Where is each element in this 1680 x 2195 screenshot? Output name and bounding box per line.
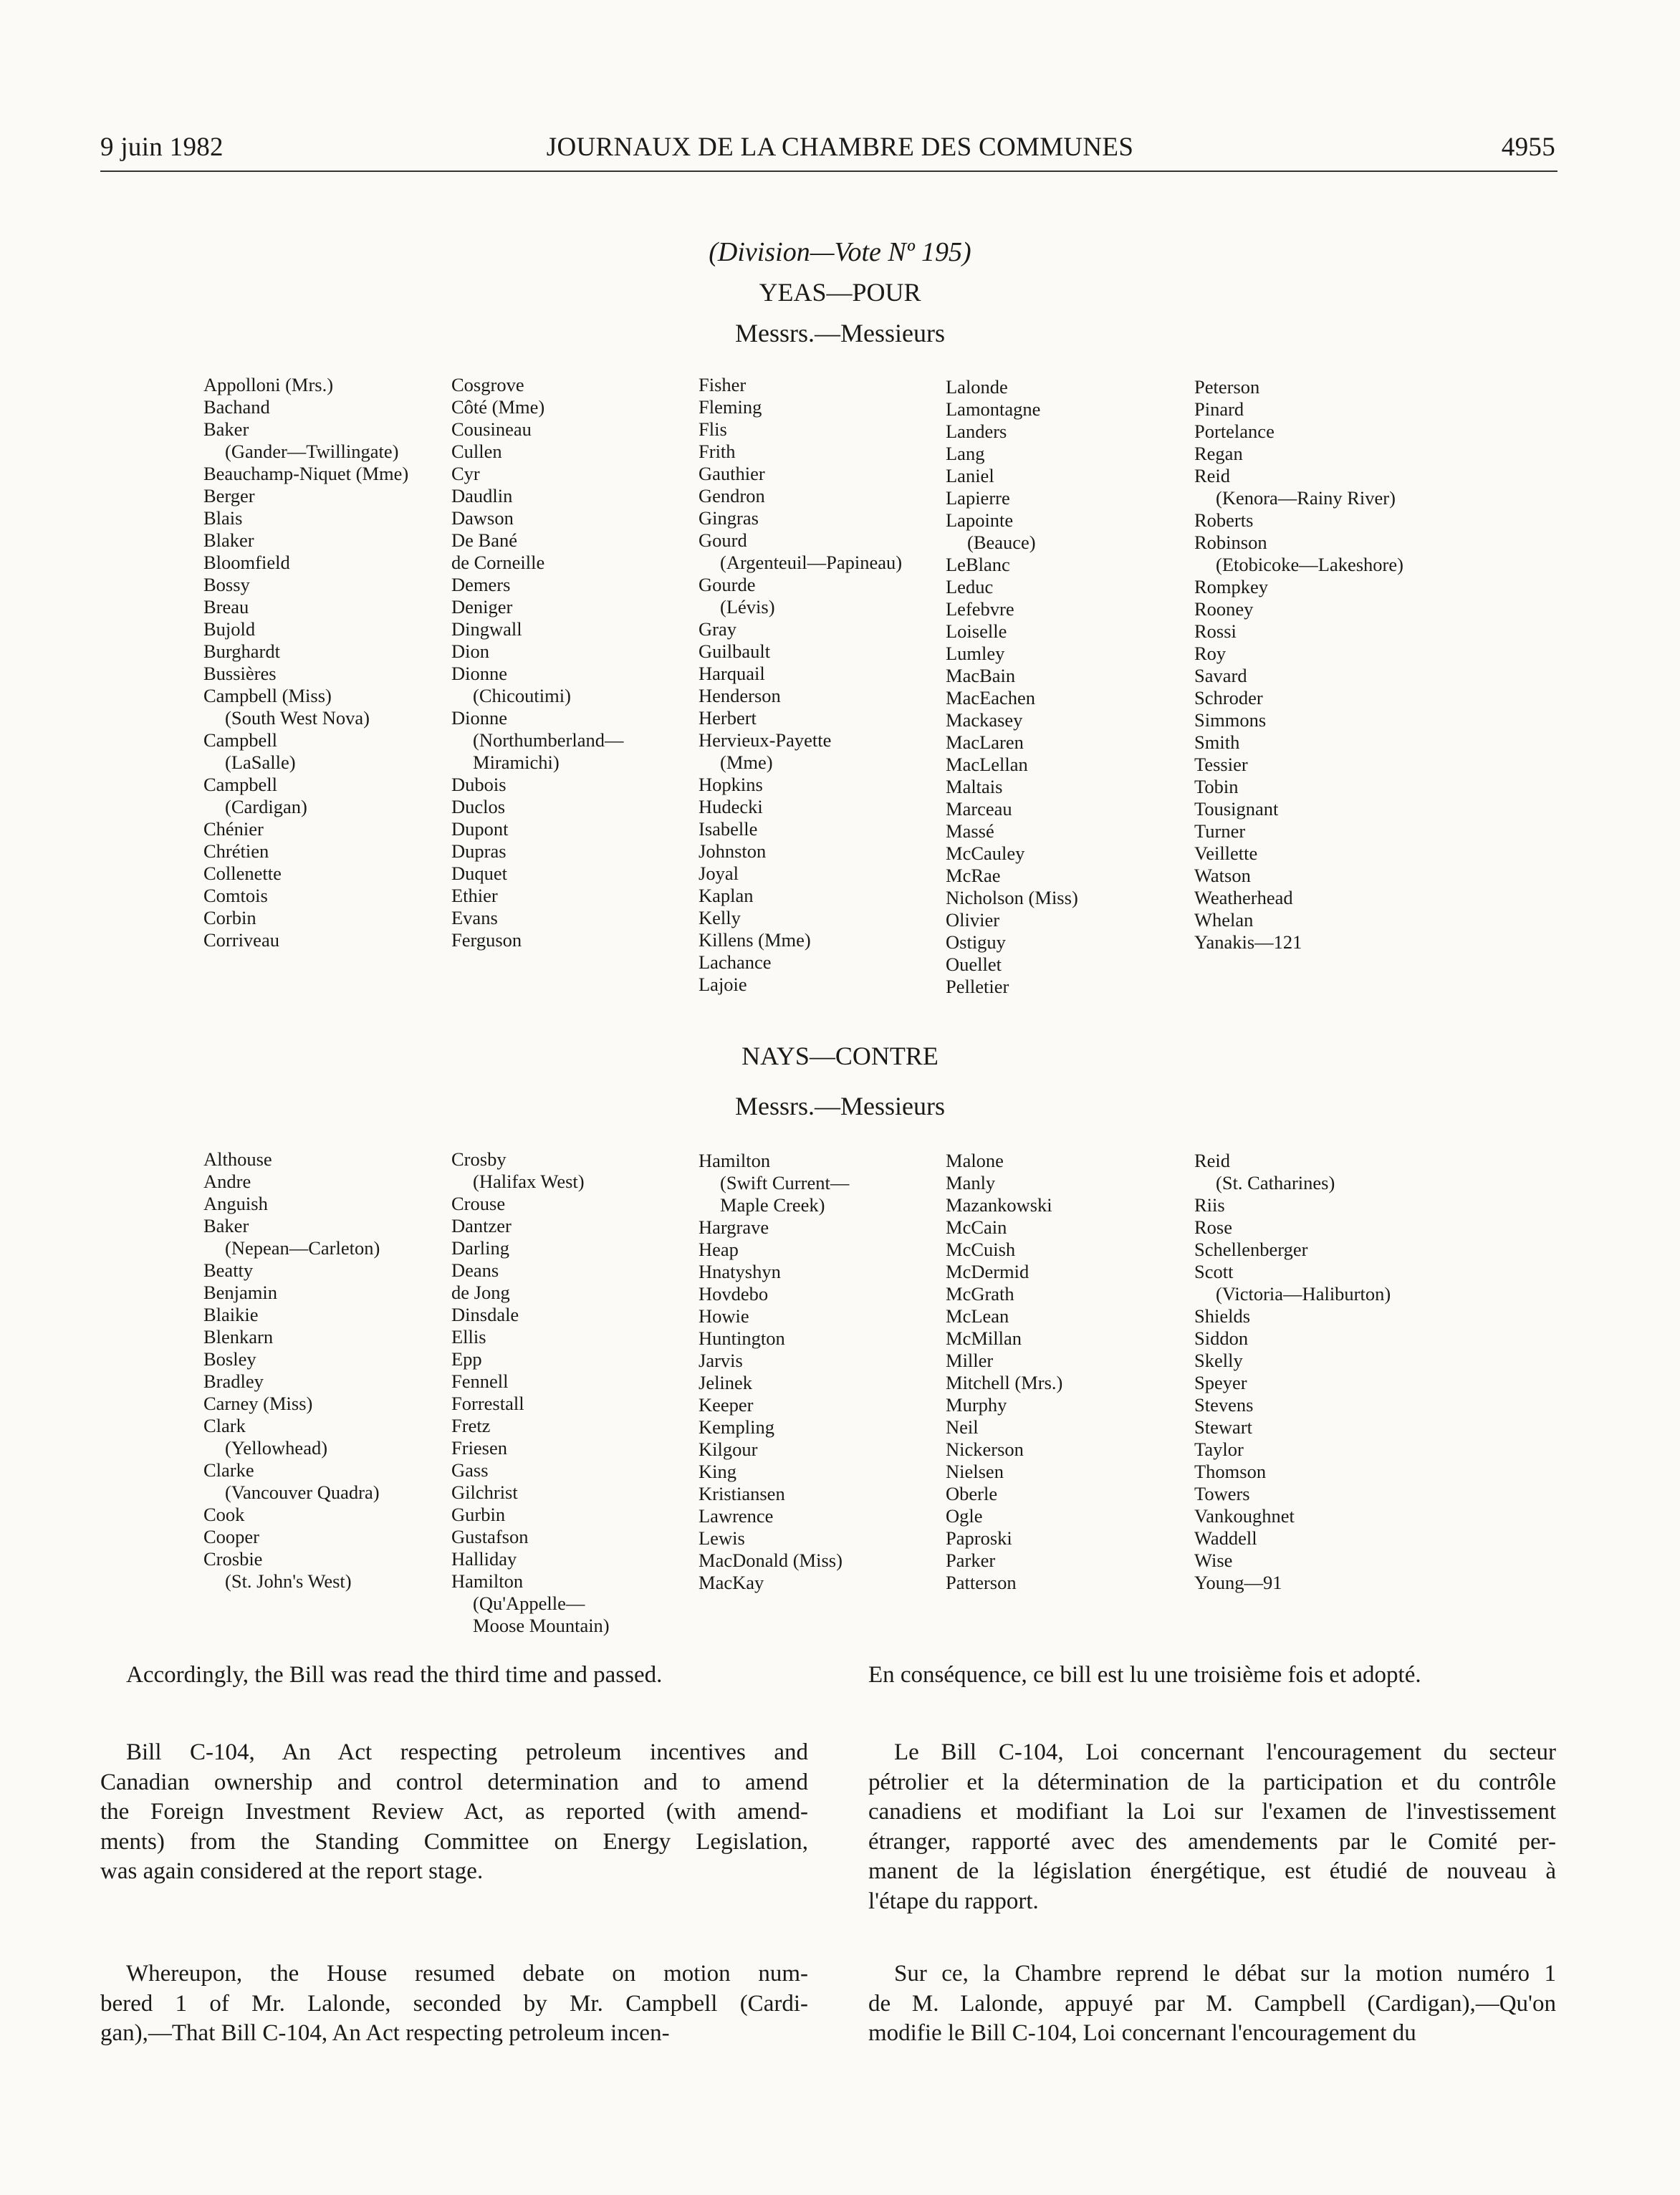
member-name: Collenette: [203, 863, 282, 884]
member-name: Dubois: [451, 774, 507, 795]
member-name: Rompkey: [1194, 576, 1269, 597]
member-name: Cullen: [451, 441, 502, 462]
member-name: Ouellet: [946, 954, 1002, 975]
paragraph-line: canadiens et modifiant la Loi sur l'examen de l'investissement: [868, 1799, 1556, 1825]
member-name: Lewis: [699, 1527, 745, 1549]
fr-bill-paragraph: [868, 1738, 1556, 1916]
member-name: Burghardt: [203, 640, 280, 662]
member-name: Rooney: [1194, 598, 1254, 620]
member-name: Laniel: [946, 465, 994, 486]
member-name: Epp: [451, 1348, 482, 1370]
paragraph-line: gan),—That Bill C-104, An Act respecting petroleum incen-: [100, 2020, 670, 2046]
member-name: Gilchrist: [451, 1481, 518, 1503]
member-name: McRae: [946, 865, 1001, 886]
member-name: Mazankowski: [946, 1194, 1052, 1216]
riding-name: (St. Catharines): [1216, 1172, 1335, 1193]
yeas-column-4: [946, 376, 1193, 998]
en-debate-paragraph: [100, 1959, 808, 2049]
member-name: Cousineau: [451, 418, 532, 440]
paragraph-line: pétrolier et la détermination de la participation et du contrôle: [868, 1769, 1556, 1795]
member-name: Bloomfield: [203, 552, 290, 573]
member-name: Tousignant: [1194, 798, 1279, 820]
member-name: Huntington: [699, 1327, 785, 1349]
member-name: Campbell: [203, 729, 278, 751]
yeas-column-5: [1194, 376, 1441, 954]
member-name: Hnatyshyn: [699, 1261, 781, 1282]
member-name: Nickerson: [946, 1438, 1024, 1460]
member-name: Mitchell (Mrs.): [946, 1372, 1063, 1393]
member-name: Towers: [1194, 1483, 1250, 1504]
member-name: McMillan: [946, 1327, 1022, 1349]
member-name: Hovdebo: [699, 1283, 769, 1305]
member-name: Hamilton: [699, 1150, 771, 1171]
member-name: Joyal: [699, 863, 739, 884]
member-name: Reid: [1194, 465, 1231, 486]
member-name: Côté (Mme): [451, 396, 545, 418]
member-name: Vankoughnet: [1194, 1505, 1295, 1527]
member-name: Andre: [203, 1171, 251, 1192]
paragraph-line: was again considered at the report stage.: [100, 1858, 484, 1884]
member-name: Stevens: [1194, 1394, 1254, 1416]
member-name: Taylor: [1194, 1438, 1244, 1460]
member-name: Yanakis—121: [1194, 931, 1302, 953]
member-name: Fretz: [451, 1415, 491, 1436]
member-name: Veillette: [1194, 842, 1258, 864]
member-name: Keeper: [699, 1394, 754, 1416]
member-name: Darling: [451, 1237, 509, 1259]
riding-name: (Beauce): [967, 532, 1036, 553]
member-name: McCauley: [946, 842, 1025, 864]
riding-name: (LaSalle): [225, 751, 296, 773]
page-date: 9 juin 1982: [100, 133, 224, 162]
member-name: Speyer: [1194, 1372, 1247, 1393]
member-name: Regan: [1194, 443, 1243, 464]
member-name: Schroder: [1194, 687, 1263, 709]
member-name: Kaplan: [699, 885, 754, 906]
member-name: Heap: [699, 1239, 739, 1260]
member-name: Crouse: [451, 1193, 506, 1214]
member-name: Lalonde: [946, 376, 1008, 398]
member-name: Blaker: [203, 529, 254, 551]
member-name: Johnston: [699, 840, 767, 862]
member-name: Schellenberger: [1194, 1239, 1308, 1260]
member-name: Loiselle: [946, 620, 1007, 642]
member-name: Chrétien: [203, 840, 269, 862]
member-name: Hopkins: [699, 774, 763, 795]
member-name: Nielsen: [946, 1461, 1004, 1482]
member-name: Campbell (Miss): [203, 685, 332, 706]
member-name: Kilgour: [699, 1438, 758, 1460]
riding-name: (St. John's West): [225, 1570, 352, 1592]
member-name: Robinson: [1194, 532, 1267, 553]
member-name: Crosbie: [203, 1548, 263, 1570]
member-name: Jelinek: [699, 1372, 753, 1393]
member-name: Beauchamp-Niquet (Mme): [203, 463, 409, 484]
member-name: Thomson: [1194, 1461, 1267, 1482]
member-name: McCain: [946, 1216, 1007, 1238]
member-name: Benjamin: [203, 1282, 278, 1303]
member-name: King: [699, 1461, 736, 1482]
riding-name: (Yellowhead): [225, 1437, 328, 1459]
member-name: MacBain: [946, 665, 1016, 686]
member-name: Appolloni (Mrs.): [203, 374, 334, 395]
member-name: Deniger: [451, 596, 513, 618]
member-name: Bossy: [203, 574, 250, 595]
paragraph-line: manent de la législation énergétique, est étudié de nouveau à: [868, 1858, 1556, 1884]
member-name: Peterson: [1194, 376, 1260, 398]
riding-name: (Northumberland—: [473, 729, 624, 751]
member-name: Clark: [203, 1415, 246, 1436]
member-name: Riis: [1194, 1194, 1225, 1216]
member-name: Lapointe: [946, 509, 1014, 531]
page-number: 4955: [1501, 133, 1555, 162]
riding-name: Maple Creek): [720, 1194, 825, 1216]
member-name: Gourd: [699, 529, 747, 551]
member-name: Kelly: [699, 907, 741, 928]
member-name: Scott: [1194, 1261, 1234, 1282]
member-name: Duclos: [451, 796, 506, 817]
member-name: Isabelle: [699, 818, 758, 840]
fr-debate-paragraph: [868, 1959, 1556, 2049]
riding-name: (Nepean—Carleton): [225, 1237, 380, 1259]
nays-column-3: [699, 1150, 946, 1594]
member-name: Marceau: [946, 798, 1012, 820]
member-name: Hervieux-Payette: [699, 729, 832, 751]
journal-title: JOURNAUX DE LA CHAMBRE DES COMMUNES: [546, 133, 1134, 162]
member-name: Killens (Mme): [699, 929, 811, 951]
member-name: Daudlin: [451, 485, 513, 506]
member-name: Gingras: [699, 507, 759, 529]
member-name: Dinsdale: [451, 1304, 519, 1325]
member-name: Corriveau: [203, 929, 279, 951]
member-name: Waddell: [1194, 1527, 1257, 1549]
member-name: Forrestall: [451, 1393, 524, 1414]
riding-name: Moose Mountain): [473, 1615, 610, 1636]
member-name: Ogle: [946, 1505, 983, 1527]
paragraph-line: ments) from the Standing Committee on Energy Legislation,: [100, 1828, 808, 1855]
member-name: Patterson: [946, 1572, 1017, 1593]
member-name: Hudecki: [699, 796, 763, 817]
member-name: Lachance: [699, 951, 772, 973]
member-name: Guilbault: [699, 640, 771, 662]
paragraph-line: Le Bill C-104, Loi concernant l'encouragement du secteur: [894, 1739, 1556, 1765]
riding-name: (Halifax West): [473, 1171, 585, 1192]
member-name: Massé: [946, 820, 994, 842]
member-name: Dupras: [451, 840, 507, 862]
member-name: McCuish: [946, 1239, 1016, 1260]
member-name: Rose: [1194, 1216, 1232, 1238]
member-name: de Corneille: [451, 552, 545, 573]
yeas-column-3: [699, 374, 946, 996]
member-name: Ellis: [451, 1326, 486, 1348]
member-name: Savard: [1194, 665, 1247, 686]
paragraph-line: the Foreign Investment Review Act, as reported (with amend-: [100, 1799, 808, 1825]
member-name: Crosby: [451, 1148, 507, 1170]
riding-name: (Gander—Twillingate): [225, 441, 399, 462]
member-name: Malone: [946, 1150, 1004, 1171]
member-name: Deans: [451, 1259, 499, 1281]
paragraph-line: Bill C-104, An Act respecting petroleum incentives and: [126, 1739, 808, 1765]
member-name: Fleming: [699, 396, 762, 418]
fr-passed-text: En conséquence, ce bill est lu une troisième fois et adopté.: [868, 1662, 1421, 1688]
paragraph-line: bered 1 of Mr. Lalonde, seconded by Mr. Campbell (Cardi-: [100, 1990, 808, 2017]
member-name: Dawson: [451, 507, 514, 529]
paragraph-line: Whereupon, the House resumed debate on motion num-: [126, 1961, 808, 1987]
yeas-column-2: [451, 374, 699, 951]
member-name: Bujold: [203, 618, 256, 640]
paragraph-line: étranger, rapporté avec des amendements par le Comité per-: [868, 1828, 1556, 1855]
riding-name: (Swift Current—: [720, 1172, 850, 1193]
member-name: Stewart: [1194, 1416, 1252, 1438]
member-name: Portelance: [1194, 421, 1275, 442]
riding-name: (Victoria—Haliburton): [1216, 1283, 1391, 1305]
riding-name: (Qu'Appelle—: [473, 1593, 585, 1614]
member-name: Baker: [203, 418, 249, 440]
en-bill-paragraph: [100, 1738, 808, 1887]
paragraph-line: Sur ce, la Chambre reprend le débat sur la motion numéro 1: [894, 1961, 1556, 1987]
member-name: Althouse: [203, 1148, 272, 1170]
member-name: Nicholson (Miss): [946, 887, 1078, 908]
member-name: Cooper: [203, 1526, 260, 1547]
member-name: McDermid: [946, 1261, 1029, 1282]
member-name: Wise: [1194, 1550, 1233, 1571]
member-name: MacLaren: [946, 731, 1024, 753]
member-name: Whelan: [1194, 909, 1254, 931]
member-name: Neil: [946, 1416, 979, 1438]
member-name: Blaikie: [203, 1304, 259, 1325]
member-name: Gray: [699, 618, 736, 640]
paragraph-line: de M. Lalonde, appuyé par M. Campbell (Cardigan),—Qu'on: [868, 1990, 1556, 2017]
member-name: Smith: [1194, 731, 1240, 753]
division-title: (Division—Vote Nº 195): [709, 237, 971, 267]
member-name: Frith: [699, 441, 736, 462]
member-name: Lamontagne: [946, 398, 1041, 420]
member-name: Kempling: [699, 1416, 774, 1438]
yeas-column-1: [203, 374, 451, 951]
nays-column-1: [203, 1148, 451, 1593]
member-name: MacDonald (Miss): [699, 1550, 843, 1571]
member-name: Howie: [699, 1305, 749, 1327]
member-name: Siddon: [1194, 1327, 1249, 1349]
member-name: Flis: [699, 418, 727, 440]
member-name: Berger: [203, 485, 255, 506]
member-name: Roy: [1194, 643, 1227, 664]
member-name: Gustafson: [451, 1526, 529, 1547]
member-name: Ostiguy: [946, 931, 1006, 953]
member-name: Tessier: [1194, 754, 1248, 775]
member-name: Lapierre: [946, 487, 1010, 509]
member-name: de Jong: [451, 1282, 510, 1303]
member-name: Gass: [451, 1459, 489, 1481]
member-name: Murphy: [946, 1394, 1007, 1416]
member-name: Dingwall: [451, 618, 522, 640]
member-name: Jarvis: [699, 1350, 743, 1371]
member-name: Cyr: [451, 463, 480, 484]
member-name: De Bané: [451, 529, 517, 551]
member-name: Bosley: [203, 1348, 256, 1370]
nays-column-2: [451, 1148, 699, 1637]
member-name: MacLellan: [946, 754, 1028, 775]
member-name: Hargrave: [699, 1216, 769, 1238]
member-name: Tobin: [1194, 776, 1239, 797]
member-name: Halliday: [451, 1548, 517, 1570]
yeas-heading: YEAS—POUR: [759, 278, 921, 307]
member-name: Gurbin: [451, 1504, 506, 1525]
member-name: Rossi: [1194, 620, 1237, 642]
member-name: Parker: [946, 1550, 996, 1571]
member-name: Mackasey: [946, 709, 1023, 731]
riding-name: Miramichi): [473, 751, 560, 773]
member-name: Demers: [451, 574, 511, 595]
member-name: Harquail: [699, 663, 765, 684]
member-name: Bachand: [203, 396, 270, 418]
member-name: Corbin: [203, 907, 256, 928]
member-name: Cook: [203, 1504, 245, 1525]
member-name: Lajoie: [699, 974, 747, 995]
paragraph-line: modifie le Bill C-104, Loi concernant l'encouragement du: [868, 2020, 1416, 2046]
member-name: Beatty: [203, 1259, 254, 1281]
member-name: McLean: [946, 1305, 1009, 1327]
member-name: Young—91: [1194, 1572, 1282, 1593]
member-name: Roberts: [1194, 509, 1254, 531]
member-name: Lang: [946, 443, 985, 464]
member-name: Carney (Miss): [203, 1393, 313, 1414]
member-name: Watson: [1194, 865, 1251, 886]
member-name: MacEachen: [946, 687, 1036, 709]
member-name: Fisher: [699, 374, 747, 395]
member-name: Herbert: [699, 707, 757, 729]
member-name: Breau: [203, 596, 249, 618]
member-name: Pinard: [1194, 398, 1244, 420]
member-name: Clarke: [203, 1459, 254, 1481]
member-name: Paproski: [946, 1527, 1012, 1549]
member-name: Duquet: [451, 863, 508, 884]
en-passed-text: Accordingly, the Bill was read the third time and passed.: [126, 1662, 663, 1688]
member-name: Baker: [203, 1215, 249, 1236]
riding-name: (Etobicoke—Lakeshore): [1216, 554, 1403, 575]
member-name: Weatherhead: [1194, 887, 1293, 908]
member-name: Bussières: [203, 663, 277, 684]
member-name: Ethier: [451, 885, 498, 906]
member-name: Kristiansen: [699, 1483, 785, 1504]
member-name: Leduc: [946, 576, 994, 597]
member-name: Olivier: [946, 909, 1000, 931]
yeas-subheading: Messrs.—Messieurs: [735, 319, 945, 347]
nays-subheading: Messrs.—Messieurs: [735, 1092, 945, 1120]
member-name: Evans: [451, 907, 498, 928]
member-name: Dion: [451, 640, 489, 662]
member-name: Blais: [203, 507, 243, 529]
member-name: Friesen: [451, 1437, 508, 1459]
member-name: Oberle: [946, 1483, 998, 1504]
riding-name: (Vancouver Quadra): [225, 1481, 380, 1503]
member-name: Skelly: [1194, 1350, 1243, 1371]
riding-name: (Kenora—Rainy River): [1216, 487, 1396, 509]
riding-name: (Cardigan): [225, 796, 307, 817]
member-name: Gauthier: [699, 463, 765, 484]
member-name: MacKay: [699, 1572, 764, 1593]
member-name: Shields: [1194, 1305, 1251, 1327]
member-name: Lefebvre: [946, 598, 1014, 620]
member-name: Dionne: [451, 663, 508, 684]
member-name: Turner: [1194, 820, 1246, 842]
member-name: Anguish: [203, 1193, 268, 1214]
riding-name: (Argenteuil—Papineau): [720, 552, 903, 573]
member-name: Manly: [946, 1172, 996, 1193]
nays-heading: NAYS—CONTRE: [741, 1042, 939, 1070]
member-name: Campbell: [203, 774, 278, 795]
header-rule: [100, 170, 1557, 172]
member-name: Lawrence: [699, 1505, 774, 1527]
member-name: Reid: [1194, 1150, 1231, 1171]
member-name: Pelletier: [946, 976, 1009, 997]
member-name: Comtois: [203, 885, 268, 906]
riding-name: (South West Nova): [225, 707, 370, 729]
member-name: Dupont: [451, 818, 509, 840]
riding-name: (Lévis): [720, 596, 775, 618]
paragraph-line: Canadian ownership and control determination and to amend: [100, 1769, 808, 1795]
member-name: McGrath: [946, 1283, 1014, 1305]
member-name: Gendron: [699, 485, 765, 506]
nays-column-5: [1194, 1150, 1441, 1594]
member-name: Hamilton: [451, 1570, 524, 1592]
member-name: Henderson: [699, 685, 781, 706]
member-name: Cosgrove: [451, 374, 524, 395]
riding-name: (Chicoutimi): [473, 685, 571, 706]
member-name: Blenkarn: [203, 1326, 274, 1348]
member-name: Ferguson: [451, 929, 522, 951]
member-name: Bradley: [203, 1370, 264, 1392]
member-name: Dantzer: [451, 1215, 512, 1236]
member-name: Dionne: [451, 707, 508, 729]
member-name: Fennell: [451, 1370, 509, 1392]
member-name: Lumley: [946, 643, 1005, 664]
riding-name: (Mme): [720, 751, 773, 773]
paragraph-line: l'étape du rapport.: [868, 1888, 1039, 1914]
member-name: Landers: [946, 421, 1007, 442]
member-name: Miller: [946, 1350, 994, 1371]
nays-column-4: [946, 1150, 1193, 1594]
member-name: LeBlanc: [946, 554, 1010, 575]
member-name: Gourde: [699, 574, 756, 595]
member-name: Simmons: [1194, 709, 1267, 731]
member-name: Chénier: [203, 818, 264, 840]
member-name: Maltais: [946, 776, 1003, 797]
